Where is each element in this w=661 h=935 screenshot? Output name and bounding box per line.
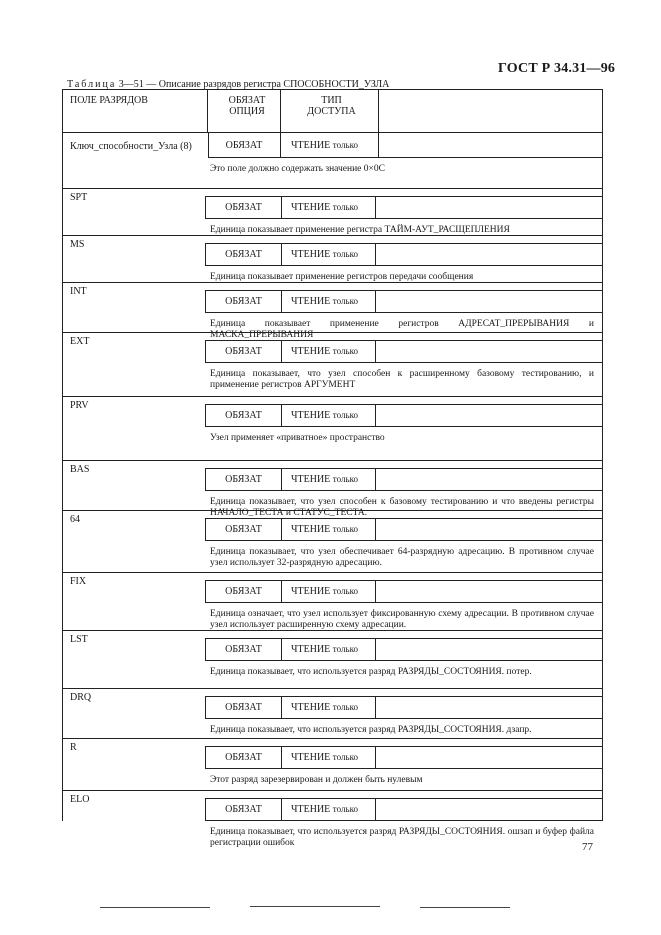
row-access-suffix: только xyxy=(332,474,358,484)
row-field-name: SPT xyxy=(70,192,88,203)
row-field-name: INT xyxy=(70,286,87,297)
row-value-box xyxy=(205,290,602,313)
header-field: ПОЛЕ РАЗРЯДОВ xyxy=(63,90,208,132)
row-description: Единица показывает, что используется разряд РАЗРЯДЫ_СОСТОЯНИЯ. ошзап и буфер файла регистрации ошибок xyxy=(210,827,594,848)
row-access-main: ЧТЕНИЕ xyxy=(291,804,331,815)
row-presence: ОБЯЗАТ xyxy=(206,639,282,660)
standard-designation: ГОСТ Р 34.31—96 xyxy=(498,61,616,76)
row-access-main: ЧТЕНИЕ xyxy=(291,202,331,213)
page-number: 77 xyxy=(582,841,593,853)
bottom-rule xyxy=(250,906,380,907)
row-access xyxy=(281,639,376,660)
row-access xyxy=(281,697,376,718)
row-access-suffix: только xyxy=(332,140,358,150)
row-access-main: ЧТЕНИЕ xyxy=(291,410,331,421)
row-description: Единица показывает, что узел способен к базовому тестированию и что введены регистры НАЧАЛО_ТЕСТА и СТАТУС_ТЕСТА. xyxy=(210,497,594,518)
row-access-suffix: только xyxy=(332,410,358,420)
row-field-name: PRV xyxy=(70,400,89,411)
table-row xyxy=(63,396,602,461)
row-access xyxy=(281,747,376,768)
table-header xyxy=(63,90,602,132)
header-empty xyxy=(379,90,602,132)
row-presence: ОБЯЗАТ xyxy=(206,244,282,265)
header-access-line1: ТИП xyxy=(321,95,342,106)
row-value-box xyxy=(205,638,602,661)
row-access-suffix: только xyxy=(332,702,358,712)
row-field-name: BAS xyxy=(70,464,90,475)
row-value-box xyxy=(205,243,602,266)
row-access-main: ЧТЕНИЕ xyxy=(291,296,331,307)
table-row xyxy=(63,188,602,236)
row-field-name: ELO xyxy=(70,794,90,805)
row-access xyxy=(281,581,376,602)
table-row xyxy=(63,510,602,573)
row-value-box xyxy=(205,518,602,541)
row-access xyxy=(281,469,376,490)
row-value-box xyxy=(205,798,602,821)
row-description: Узел применяет «приватное» пространство xyxy=(210,433,385,443)
header-presence-line2: ОПЦИЯ xyxy=(229,106,265,117)
row-field-name: DRQ xyxy=(70,692,92,703)
row-access-suffix: только xyxy=(332,249,358,259)
header-presence-line1: ОБЯЗАТ xyxy=(228,95,266,106)
row-description: Единица показывает, что используется разряд РАЗРЯДЫ_СОСТОЯНИЯ. потер. xyxy=(210,667,532,677)
row-access-suffix: только xyxy=(332,586,358,596)
table-row xyxy=(63,460,602,518)
table-row xyxy=(63,688,602,739)
row-field-name: R xyxy=(70,742,77,753)
row-access-main: ЧТЕНИЕ xyxy=(291,752,331,763)
row-access-main: ЧТЕНИЕ xyxy=(291,140,331,151)
row-access-suffix: только xyxy=(332,202,358,212)
table-row xyxy=(63,738,602,791)
row-access-main: ЧТЕНИЕ xyxy=(291,586,331,597)
row-presence: ОБЯЗАТ xyxy=(206,747,282,768)
row-description: Единица показывает, что узел обеспечивает 64-разрядную адресацию. В противном случае узел использует 32-разрядную адресацию. xyxy=(210,547,594,568)
row-field-name: LST xyxy=(70,634,88,645)
row-access-main: ЧТЕНИЕ xyxy=(291,474,331,485)
row-field-name: 64 xyxy=(70,514,80,525)
header-access-line2: ДОСТУПА xyxy=(307,106,356,117)
row-access-main: ЧТЕНИЕ xyxy=(291,249,331,260)
row-presence: ОБЯЗАТ xyxy=(206,519,282,540)
row-field-name: MS xyxy=(70,239,85,250)
row-access-suffix: только xyxy=(332,296,358,306)
row-access-main: ЧТЕНИЕ xyxy=(291,644,331,655)
row-access xyxy=(281,341,376,362)
row-field-name: EXT xyxy=(70,336,90,347)
row-access-main: ЧТЕНИЕ xyxy=(291,524,331,535)
table-row xyxy=(63,572,602,631)
row-access xyxy=(281,291,376,312)
row-access-main: ЧТЕНИЕ xyxy=(291,702,331,713)
row-access-suffix: только xyxy=(332,804,358,814)
row-access-main: ЧТЕНИЕ xyxy=(291,346,331,357)
table-row xyxy=(63,282,602,340)
row-value-box xyxy=(205,468,602,491)
row-access-suffix: только xyxy=(332,644,358,654)
table-row xyxy=(63,630,602,689)
row-description: Единица показывает применение регистров АДРЕСАТ_ПРЕРЫВАНИЯ и МАСКА_ПРЕРЫВАНИЯ xyxy=(210,319,594,340)
table-row xyxy=(63,332,602,397)
row-access xyxy=(281,799,376,820)
row-value-box xyxy=(205,340,602,363)
table-row-key xyxy=(63,132,602,189)
row-description: Единица показывает, что узел способен к расширенному базовому тестированию, и применение регистров АРГУМЕНТ xyxy=(210,369,594,390)
row-value-box xyxy=(205,580,602,603)
row-description: Единица означает, что узел использует фиксированную схему адресации. В противном случае узел использует расширенную схему адресации. xyxy=(210,609,594,630)
bottom-rule xyxy=(420,907,510,908)
table-row xyxy=(63,235,602,283)
row-value-box xyxy=(205,696,602,719)
row-presence: ОБЯЗАТ xyxy=(206,799,282,820)
table-caption-text: — Описание разрядов регистра СПОСОБНОСТИ_УЗЛА xyxy=(146,79,390,90)
bottom-rule xyxy=(100,907,210,908)
table-caption-number: 3—51 xyxy=(118,79,144,90)
row-access xyxy=(281,519,376,540)
row-presence: ОБЯЗАТ xyxy=(206,469,282,490)
row-value-box xyxy=(205,196,602,219)
row-value-box xyxy=(205,746,602,769)
row-presence: ОБЯЗАТ xyxy=(206,341,282,362)
row-access xyxy=(281,197,376,218)
row-presence: ОБЯЗАТ xyxy=(208,133,281,158)
row-access xyxy=(281,244,376,265)
row-presence: ОБЯЗАТ xyxy=(206,697,282,718)
row-description: Этот разряд зарезервирован и должен быть нулевым xyxy=(210,775,423,785)
header-access-type xyxy=(281,90,379,132)
header-presence xyxy=(208,90,281,132)
row-presence: ОБЯЗАТ xyxy=(206,197,282,218)
row-description: Это поле должно содержать значение 0×0C xyxy=(210,164,385,174)
row-presence: ОБЯЗАТ xyxy=(206,581,282,602)
row-access xyxy=(281,405,376,426)
row-presence: ОБЯЗАТ xyxy=(206,291,282,312)
row-access-suffix: только xyxy=(332,524,358,534)
row-access-suffix: только xyxy=(332,752,358,762)
table-caption-label: Таблица xyxy=(67,79,117,90)
row-description: Единица показывает применение регистров передачи сообщения xyxy=(210,272,474,282)
row-field-name: FIX xyxy=(70,576,87,587)
row-access xyxy=(281,133,379,158)
row-access-suffix: только xyxy=(332,346,358,356)
row-description: Единица показывает применение регистра ТАЙМ-АУТ_РАСЩЕПЛЕНИЯ xyxy=(210,225,510,235)
row-description: Единица показывает, что используется разряд РАЗРЯДЫ_СОСТОЯНИЯ. дзапр. xyxy=(210,725,532,735)
row-presence: ОБЯЗАТ xyxy=(206,405,282,426)
row-value-box xyxy=(205,404,602,427)
row-field-name: Ключ_способности_Узла (8) xyxy=(70,141,192,152)
